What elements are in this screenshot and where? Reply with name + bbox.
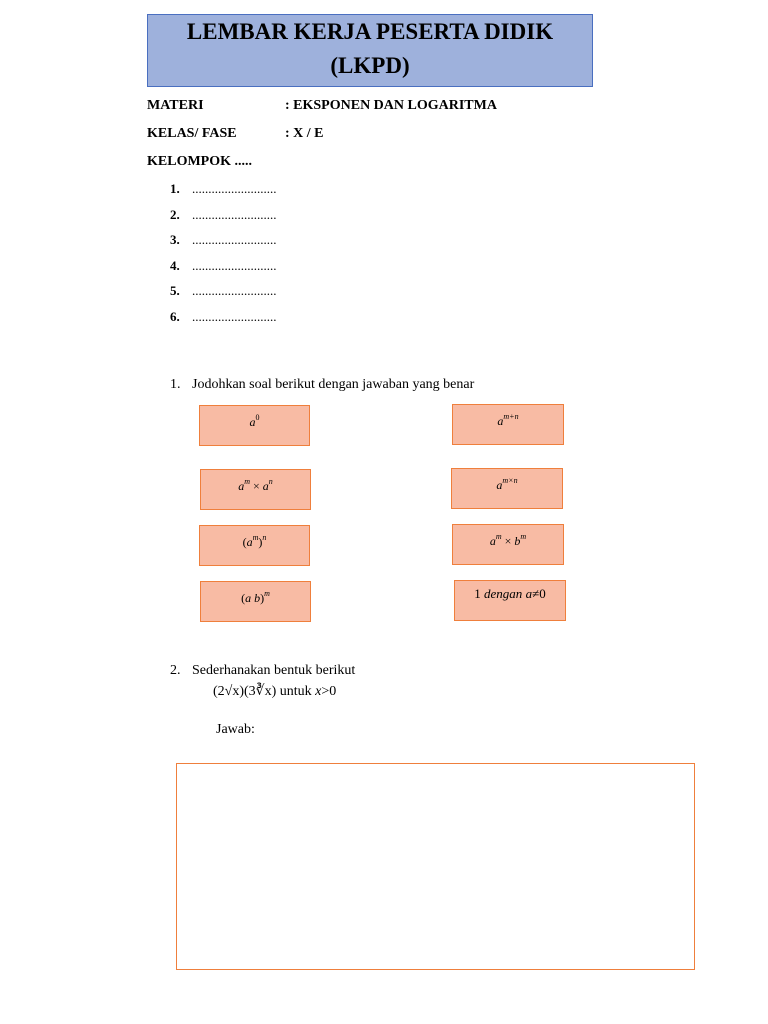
match-card-right-2[interactable]: [451, 468, 563, 509]
member-blank: ..........................: [192, 283, 277, 298]
card-expression: $(a^m)^n$: [242, 533, 267, 549]
member-line[interactable]: [170, 309, 277, 325]
question-2: [170, 663, 355, 679]
match-card-right-3[interactable]: [452, 524, 564, 565]
materi-label: MATERI: [147, 98, 204, 113]
member-blank: ..........................: [192, 181, 277, 196]
match-card-left-1[interactable]: [199, 405, 310, 446]
member-line[interactable]: [170, 258, 277, 274]
worksheet-title-box: [147, 14, 593, 87]
card-expression: (a b)$^m$: [241, 589, 270, 605]
member-blank: ..........................: [192, 232, 277, 247]
question-1: [170, 377, 474, 393]
card-expression: $a^m \times a^n$: [238, 477, 273, 493]
question-1-number: 1.: [170, 377, 181, 392]
question-2-expression: [213, 683, 336, 700]
card-expression: 1 dengan a≠0: [474, 586, 546, 601]
member-blank: ..........................: [192, 207, 277, 222]
materi-value: : EKSPONEN DAN LOGARITMA: [285, 98, 497, 113]
question-2-number: 2.: [170, 663, 181, 678]
member-line[interactable]: [170, 181, 277, 197]
expression-product: (2√x)(3∛x): [213, 684, 277, 699]
question-2-text: Sederhanakan bentuk berikut: [192, 663, 356, 678]
match-card-right-1[interactable]: [452, 404, 564, 445]
expression-untuk: untuk: [276, 684, 316, 699]
question-1-text: Jodohkan soal berikut dengan jawaban yang benar: [192, 377, 475, 392]
jawab-label: Jawab:: [216, 722, 255, 737]
member-line[interactable]: [170, 283, 277, 299]
card-expression: $a^m \times b^m$: [489, 532, 527, 548]
member-number: 5.: [170, 283, 180, 298]
title-line-2: (LKPD): [330, 53, 410, 78]
expression-variable: x: [315, 684, 322, 699]
member-number: 6.: [170, 309, 180, 324]
match-card-left-2[interactable]: [200, 469, 311, 510]
member-blank: ..........................: [192, 258, 277, 273]
kelompok-label: KELOMPOK .....: [147, 154, 252, 169]
member-blank: ..........................: [192, 309, 277, 324]
card-expression: $a^0$: [249, 413, 260, 429]
member-line[interactable]: [170, 232, 277, 248]
kelas-label: KELAS/ FASE: [147, 126, 237, 141]
answer-box[interactable]: [176, 763, 695, 970]
card-expression: $a^{m+n}$: [497, 412, 519, 428]
member-number: 2.: [170, 207, 180, 222]
member-number: 1.: [170, 181, 180, 196]
title-line-1: LEMBAR KERJA PESERTA DIDIK: [186, 19, 554, 44]
member-number: 3.: [170, 232, 180, 247]
match-card-right-4[interactable]: [454, 580, 566, 621]
member-line[interactable]: [170, 207, 277, 223]
match-card-left-4[interactable]: [200, 581, 311, 622]
member-number: 4.: [170, 258, 180, 273]
kelas-value: : X / E: [285, 126, 324, 141]
match-card-left-3[interactable]: [199, 525, 310, 566]
card-expression: $a^{m\times n}$: [496, 476, 518, 492]
expression-condition: >0: [321, 684, 337, 699]
